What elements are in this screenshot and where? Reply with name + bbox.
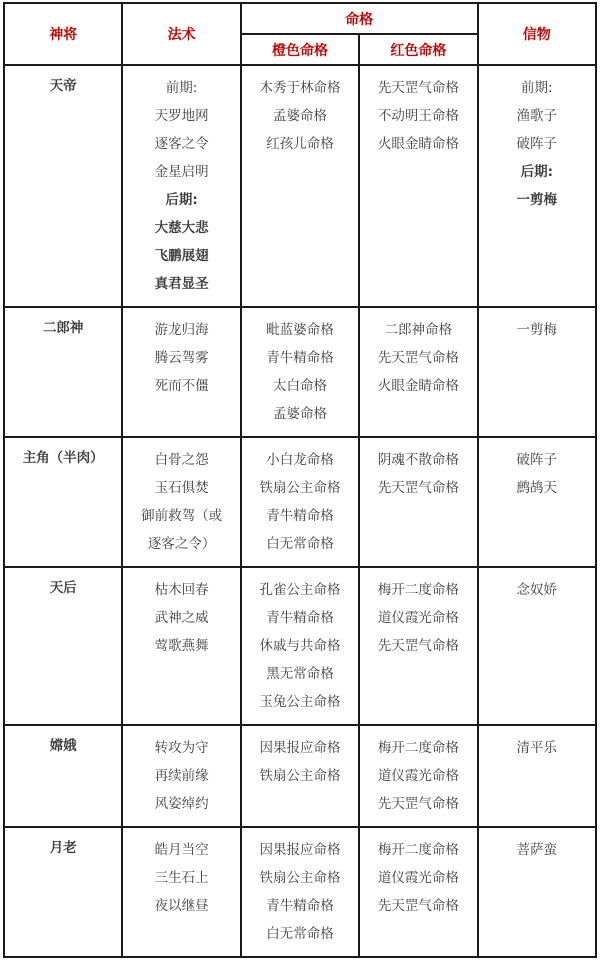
cell-line: 后期: bbox=[165, 192, 198, 208]
cell-line: 破阵子 bbox=[516, 136, 558, 152]
header-fate-orange: 橙色命格 bbox=[241, 34, 359, 65]
skills-cell bbox=[122, 437, 240, 567]
cell-line: 休戚与共命格 bbox=[259, 638, 341, 654]
orange-fate-cell bbox=[241, 567, 359, 725]
red-fate-cell bbox=[359, 307, 477, 437]
cell-line: 菩萨蛮 bbox=[516, 842, 558, 858]
cell-line: 先天罡气命格 bbox=[377, 638, 459, 654]
cell-line: 因果报应命格 bbox=[259, 842, 341, 858]
cell-line: 夜以继昼 bbox=[154, 898, 209, 914]
table-body bbox=[4, 65, 596, 957]
cell-line: 先天罡气命格 bbox=[377, 80, 459, 96]
cell-line: 梅开二度命格 bbox=[377, 740, 459, 756]
table-row bbox=[4, 437, 596, 567]
red-fate-cell bbox=[359, 827, 477, 957]
cell-line: 先天罡气命格 bbox=[377, 350, 459, 366]
general-cell: 天后 bbox=[4, 567, 122, 725]
cell-line: 先天罡气命格 bbox=[377, 898, 459, 914]
cell-line: 三生石上 bbox=[154, 870, 209, 886]
cell-line: 金星启明 bbox=[154, 164, 209, 180]
cell-line: 二郎神命格 bbox=[384, 322, 453, 338]
cell-line: 一剪梅 bbox=[516, 322, 558, 338]
token-cell bbox=[478, 437, 596, 567]
orange-fate-cell bbox=[241, 827, 359, 957]
orange-fate-cell bbox=[241, 437, 359, 567]
cell-line: 红孩儿命格 bbox=[266, 136, 334, 152]
cell-line: 道仪霞光命格 bbox=[377, 768, 459, 784]
table-row bbox=[4, 827, 596, 957]
cell-line: 梅开二度命格 bbox=[377, 842, 459, 858]
cell-line: 逐客之令 bbox=[154, 136, 209, 152]
header-fate-red: 红色命格 bbox=[359, 34, 477, 65]
cell-line: 小白龙命格 bbox=[266, 452, 334, 468]
cell-line: 鹧鸪天 bbox=[516, 480, 558, 496]
cell-line: 前期: bbox=[521, 80, 553, 96]
red-fate-cell bbox=[359, 437, 477, 567]
cell-line: 青牛精命格 bbox=[266, 350, 334, 366]
cell-line: 先天罡气命格 bbox=[377, 796, 459, 812]
red-fate-cell bbox=[359, 65, 477, 307]
header-fate: 命格 bbox=[241, 3, 478, 34]
cell-line: 毗蓝婆命格 bbox=[266, 322, 334, 338]
cell-line: 转攻为守 bbox=[154, 740, 209, 756]
cell-line: 玉石俱焚 bbox=[154, 480, 209, 496]
cell-line: 莺歌燕舞 bbox=[154, 638, 209, 654]
cell-line: 逐客之令） bbox=[147, 536, 216, 552]
skills-cell bbox=[122, 307, 240, 437]
skills-cell bbox=[122, 827, 240, 957]
cell-line: 大慈大悲 bbox=[154, 220, 209, 236]
cell-line: 天罗地网 bbox=[154, 108, 209, 124]
token-cell bbox=[478, 567, 596, 725]
cell-line: 先天罡气命格 bbox=[377, 480, 459, 496]
header-skills: 法术 bbox=[122, 3, 240, 65]
table-header bbox=[4, 3, 596, 65]
header-row-1 bbox=[4, 3, 596, 34]
general-cell: 嫦娥 bbox=[4, 725, 122, 827]
cell-line: 青牛精命格 bbox=[266, 610, 334, 626]
table-row bbox=[4, 725, 596, 827]
general-cell: 月老 bbox=[4, 827, 122, 957]
red-fate-cell bbox=[359, 725, 477, 827]
cell-line: 孟婆命格 bbox=[272, 406, 327, 422]
cell-line: 白无常命格 bbox=[266, 536, 334, 552]
cell-line: 阴魂不散命格 bbox=[377, 452, 459, 468]
cell-line: 游龙归海 bbox=[154, 322, 209, 338]
skills-cell bbox=[122, 65, 240, 307]
cell-line: 再续前缘 bbox=[154, 768, 209, 784]
cell-line: 铁扇公主命格 bbox=[259, 480, 341, 496]
token-cell bbox=[478, 827, 596, 957]
general-cell: 二郎神 bbox=[4, 307, 122, 437]
skills-cell bbox=[122, 567, 240, 725]
cell-line: 风姿绰约 bbox=[154, 796, 209, 812]
cell-line: 破阵子 bbox=[516, 452, 558, 468]
header-token: 信物 bbox=[478, 3, 596, 65]
token-cell bbox=[478, 725, 596, 827]
cell-line: 火眼金睛命格 bbox=[377, 378, 459, 394]
cell-line: 孟婆命格 bbox=[272, 108, 327, 124]
cell-line: 御前救驾（或 bbox=[141, 508, 223, 524]
cell-line: 白骨之怨 bbox=[154, 452, 209, 468]
cell-line: 后期: bbox=[520, 164, 553, 180]
header-general: 神将 bbox=[4, 3, 122, 65]
general-cell: 主角（半肉） bbox=[4, 437, 122, 567]
cell-line: 玉兔公主命格 bbox=[259, 694, 341, 710]
cell-line: 火眼金睛命格 bbox=[377, 136, 459, 152]
orange-fate-cell bbox=[241, 65, 359, 307]
cell-line: 道仪霞光命格 bbox=[377, 870, 459, 886]
cell-line: 一剪梅 bbox=[516, 192, 558, 208]
cell-line: 皓月当空 bbox=[154, 842, 209, 858]
cell-line: 腾云驾雾 bbox=[154, 350, 209, 366]
cell-line: 不动明王命格 bbox=[377, 108, 459, 124]
cell-line: 真君显圣 bbox=[154, 276, 209, 292]
cell-line: 铁扇公主命格 bbox=[259, 870, 341, 886]
cell-line: 死而不僵 bbox=[154, 378, 209, 394]
fate-guide-table bbox=[3, 2, 597, 958]
red-fate-cell bbox=[359, 567, 477, 725]
cell-line: 孔雀公主命格 bbox=[259, 582, 341, 598]
cell-line: 青牛精命格 bbox=[266, 898, 334, 914]
token-cell bbox=[478, 65, 596, 307]
general-cell: 天帝 bbox=[4, 65, 122, 307]
cell-line: 渔歌子 bbox=[516, 108, 558, 124]
skills-cell bbox=[122, 725, 240, 827]
orange-fate-cell bbox=[241, 725, 359, 827]
cell-line: 清平乐 bbox=[516, 740, 558, 756]
cell-line: 念奴娇 bbox=[516, 582, 558, 598]
cell-line: 飞鹏展翅 bbox=[154, 248, 209, 264]
cell-line: 梅开二度命格 bbox=[377, 582, 459, 598]
cell-line: 青牛精命格 bbox=[266, 508, 334, 524]
cell-line: 木秀于林命格 bbox=[259, 80, 341, 96]
table-row bbox=[4, 307, 596, 437]
cell-line: 前期: bbox=[165, 80, 198, 96]
cell-line: 道仪霞光命格 bbox=[377, 610, 459, 626]
cell-line: 枯木回春 bbox=[154, 582, 209, 598]
cell-line: 白无常命格 bbox=[266, 926, 334, 942]
token-cell bbox=[478, 307, 596, 437]
table-row bbox=[4, 567, 596, 725]
cell-line: 太白命格 bbox=[272, 378, 327, 394]
table-row bbox=[4, 65, 596, 307]
cell-line: 铁扇公主命格 bbox=[259, 768, 341, 784]
cell-line: 武神之威 bbox=[154, 610, 209, 626]
cell-line: 黑无常命格 bbox=[266, 666, 334, 682]
cell-line: 因果报应命格 bbox=[259, 740, 341, 756]
orange-fate-cell bbox=[241, 307, 359, 437]
